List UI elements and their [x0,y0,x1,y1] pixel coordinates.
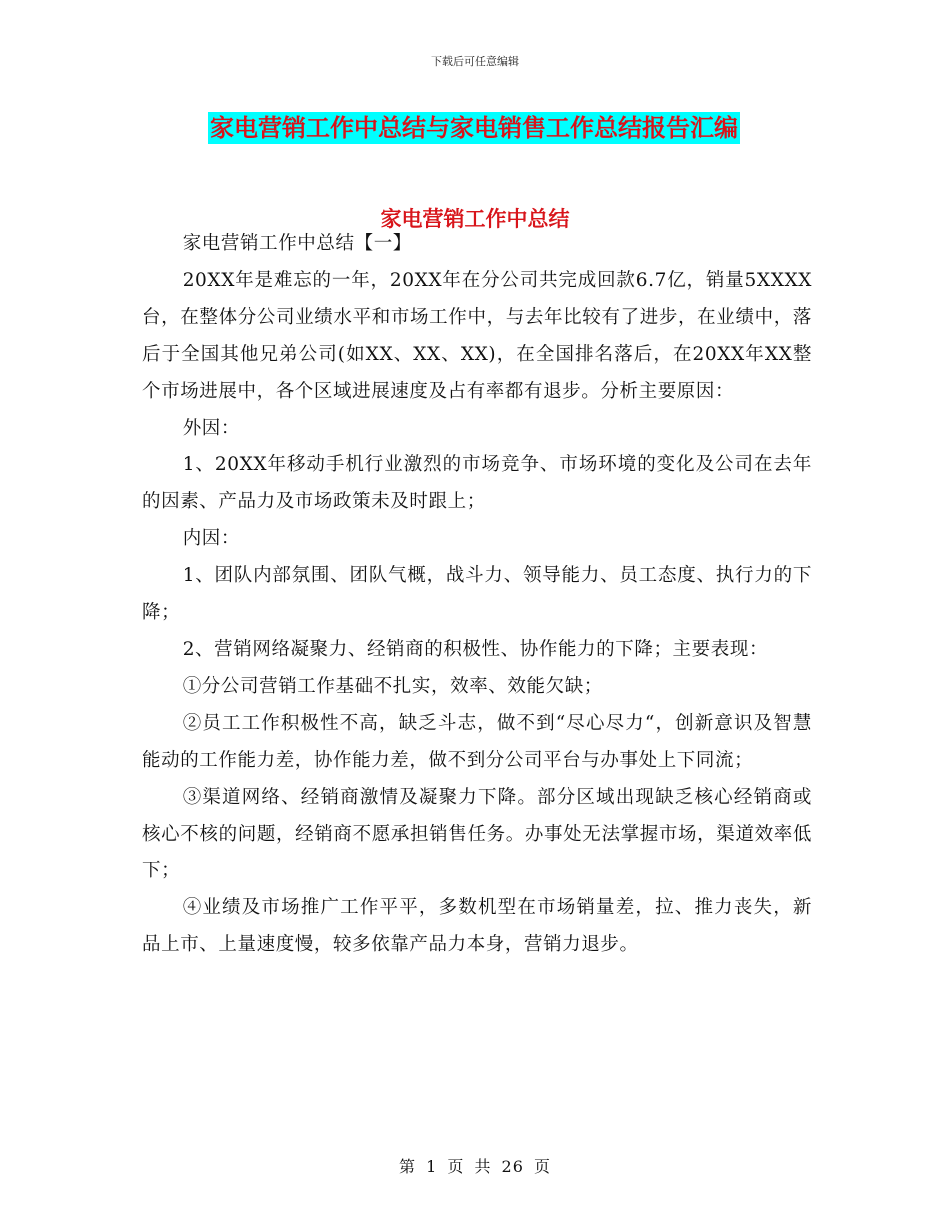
paragraph: ①分公司营销工作基础不扎实，效率、效能欠缺； [182,675,603,697]
paragraph: 内因： [182,528,240,550]
paragraph: ②员工工作积极性不高，缺乏斗志，做不到“尽心尽力“，创新意识及智慧能动的工作能力差，协作能力差，做不到分公司平台与办事处上下同流； [142,712,812,771]
paragraph: ④业绩及市场推广工作平平，多数机型在市场销量差，拉、推力丧失，新品上市、上量速度慢，较多依靠产品力本身，营销力退步。 [142,897,812,956]
paragraph: 1、20XX年移动手机行业激烈的市场竞争、市场环境的变化及公司在去年的因素、产品力及市场政策未及时跟上； [142,454,812,513]
section-title: 家电营销工作中总结 [380,207,570,231]
paragraph: ③渠道网络、经销商激情及凝聚力下降。部分区域出现缺乏核心经销商或核心不核的问题，经销商不愿承担销售任务。办事处无法掌握市场，渠道效率低下； [142,786,812,882]
page-header-note: 下载后可任意编辑 [431,55,519,68]
paragraph: 20XX年是难忘的一年，20XX年在分公司共完成回款6.7亿，销量5XXXX台，在整体分公司业绩水平和市场工作中，与去年比较有了进步，在业绩中，落后于全国其他兄弟公司(如XX、XX、XX)，在全国排名落后，在20XX年XX整个市场进展中，各个区域进展速度及占有率都有退步。分析主要原因： [142,269,812,402]
document-body [142,226,812,964]
paragraph-subtitle: 家电营销工作中总结【一】 [182,233,412,254]
document-title: 家电营销工作中总结与家电销售工作总结报告汇编 [210,114,738,142]
page-footer: 第 1 页 共 26 页 [399,1157,551,1176]
paragraph: 外因： [182,417,240,439]
paragraph: 1、团队内部氛围、团队气概，战斗力、领导能力、员工态度、执行力的下降； [142,565,812,624]
paragraph: 2、营销网络凝聚力、经销商的积极性、协作能力的下降；主要表现： [182,638,769,660]
